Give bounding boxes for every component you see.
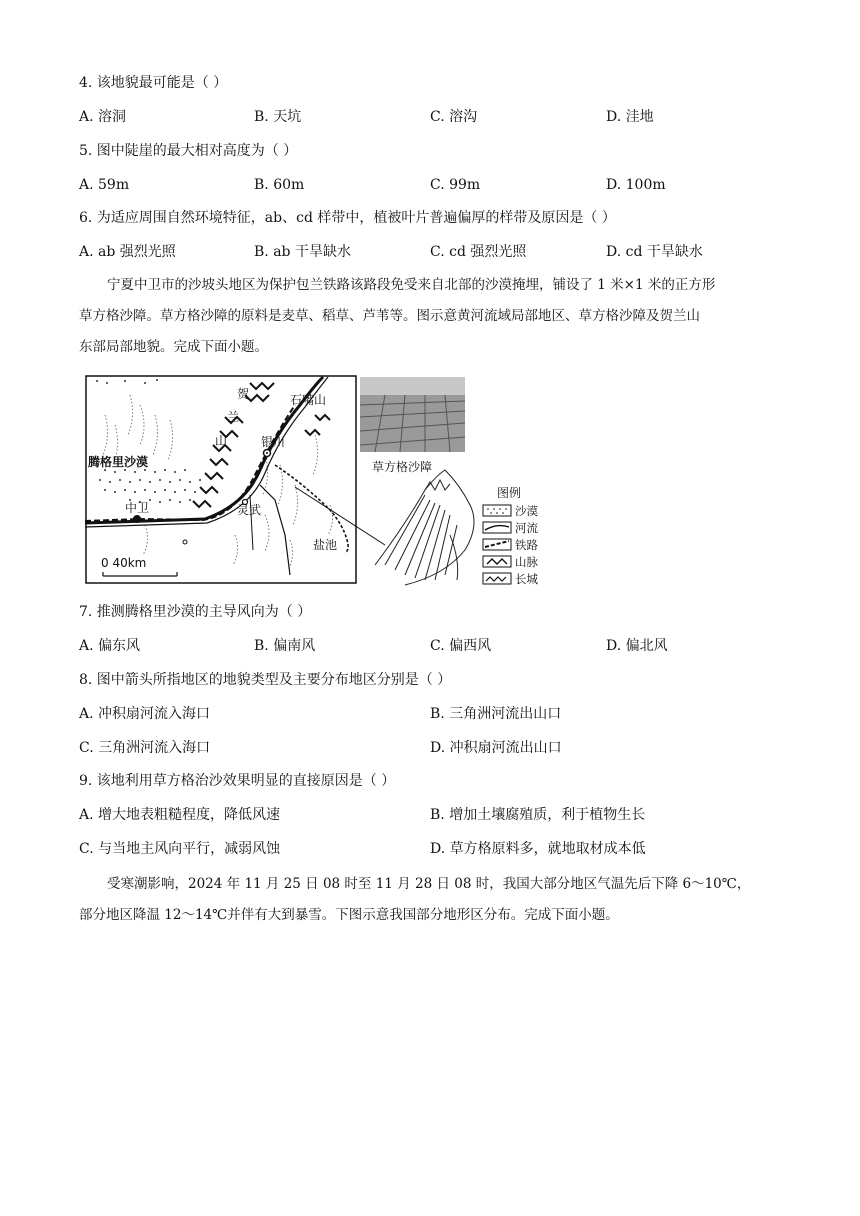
passage-1 — [79, 270, 787, 363]
q9-option-d: D. 草方格原料多，就地取材成本低 — [430, 841, 646, 857]
q9-option-a: A. 增大地表粗糙程度，降低风速 — [79, 807, 281, 823]
legend-railway: 铁路 — [515, 538, 538, 552]
label-photo-caption: 草方格沙障 — [372, 460, 433, 474]
q7-option-a: A. 偏东风 — [79, 638, 141, 654]
label-tengger-desert: 腾格里沙漠 — [88, 455, 149, 469]
passage-1-line-2: 草方格沙障。草方格沙障的原料是麦草、稻草、芦苇等。图示意黄河流域局部地区、草方格沙障及贺兰山 — [79, 308, 700, 324]
legend-desert: 沙漠 — [515, 504, 538, 518]
q9-option-b: B. 增加土壤腐殖质，利于植物生长 — [430, 807, 646, 823]
alluvial-fan-sketch — [375, 470, 474, 585]
q7-option-d: D. 偏北风 — [606, 638, 668, 654]
passage-2-line-2: 部分地区降温 12～14℃并伴有大到暴雪。下图示意我国部分地形区分布。完成下面小题。 — [79, 907, 619, 923]
figure-map-and-legend — [85, 375, 555, 590]
q4-stem: 4. 该地貌最可能是（ ） — [79, 75, 228, 91]
q7-option-b: B. 偏南风 — [254, 638, 316, 654]
q6-option-b: B. ab 干旱缺水 — [254, 244, 351, 260]
q4-option-b: B. 天坑 — [254, 109, 302, 125]
q5-option-b: B. 60m — [254, 177, 305, 193]
label-helan-1: 贺 — [237, 387, 250, 401]
q5-stem: 5. 图中陡崖的最大相对高度为（ ） — [79, 143, 298, 159]
passage-1-line-1: 宁夏中卫市的沙坡头地区为保护包兰铁路该路段免受来自北部的沙漠掩埋，铺设了 1 米×1 米的正方形 — [107, 277, 716, 293]
q4-option-c: C. 溶沟 — [430, 109, 478, 125]
q9-option-c: C. 与当地主风向平行，减弱风蚀 — [79, 841, 281, 857]
q9-stem: 9. 该地利用草方格治沙效果明显的直接原因是（ ） — [79, 773, 396, 789]
q4-option-a: A. 溶洞 — [79, 109, 127, 125]
q8-stem: 8. 图中箭头所指地区的地貌类型及主要分布地区分别是（ ） — [79, 672, 452, 688]
legend-symbols — [483, 505, 511, 584]
q7-option-c: C. 偏西风 — [430, 638, 492, 654]
passage-1-line-3: 东部局部地貌。完成下面小题。 — [79, 339, 268, 355]
q5-option-a: A. 59m — [79, 177, 130, 193]
q8-option-c: C. 三角洲河流入海口 — [79, 740, 211, 756]
label-lingwu: 灵武 — [237, 503, 262, 517]
q8-option-b: B. 三角洲河流出山口 — [430, 706, 562, 722]
q8-option-d: D. 冲积扇河流出山口 — [430, 740, 562, 756]
town-dot — [183, 540, 187, 544]
legend-great-wall: 长城 — [515, 572, 538, 586]
label-helan-3: 山 — [215, 434, 228, 448]
q6-option-d: D. cd 干旱缺水 — [606, 244, 703, 260]
q5-option-d: D. 100m — [606, 177, 666, 193]
passage-2-line-1: 受寒潮影响，2024 年 11 月 25 日 08 时至 11 月 28 日 08 时，我国大部分地区气温先后下降 6～10℃， — [107, 876, 751, 892]
q6-option-c: C. cd 强烈光照 — [430, 244, 527, 260]
legend-mountain: 山脉 — [515, 555, 538, 569]
q6-stem: 6. 为适应周围自然环境特征，ab、cd 样带中，植被叶片普遍偏厚的样带及原因是（ ） — [79, 210, 616, 226]
passage-2 — [79, 869, 787, 931]
q7-stem: 7. 推测腾格里沙漠的主导风向为（ ） — [79, 604, 312, 620]
label-yanchi: 盐池 — [313, 538, 338, 552]
legend-river: 河流 — [515, 521, 538, 535]
label-zhongwei: 中卫 — [125, 501, 150, 515]
label-scale: 0 40km — [101, 556, 147, 570]
q4-option-d: D. 洼地 — [606, 109, 654, 125]
q8-option-a: A. 冲积扇河流入海口 — [79, 706, 211, 722]
label-shizuishan: 石嘴山 — [290, 393, 327, 407]
label-yinchuan: 银川 — [261, 435, 286, 449]
legend-title: 图例 — [497, 486, 522, 500]
q6-option-a: A. ab 强烈光照 — [79, 244, 176, 260]
city-zhongwei — [133, 515, 141, 523]
q5-option-c: C. 99m — [430, 177, 481, 193]
label-helan-2: 兰 — [227, 410, 240, 424]
